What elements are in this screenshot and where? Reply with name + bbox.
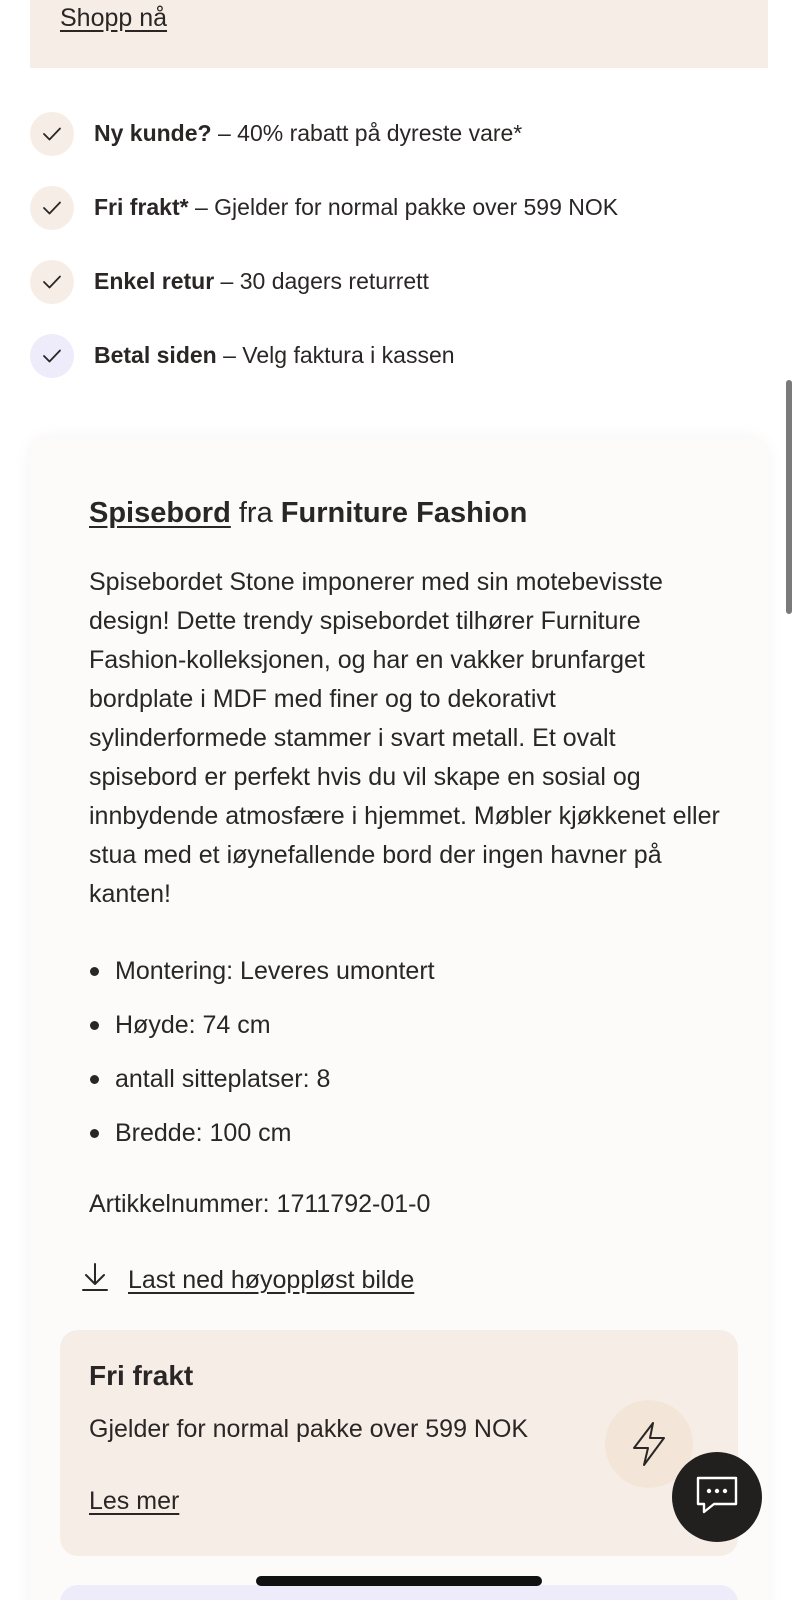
promo-banner bbox=[30, 0, 768, 68]
usp-title: Enkel retur bbox=[94, 268, 215, 294]
chat-button[interactable] bbox=[672, 1452, 762, 1542]
spec-item: Bredde: 100 cm bbox=[89, 1118, 689, 1172]
usp-list bbox=[30, 112, 770, 408]
shipping-text: Gjelder for normal pakke over 599 NOK bbox=[89, 1415, 529, 1443]
chat-bubble-icon bbox=[694, 1474, 740, 1521]
brand-name: Furniture Fashion bbox=[280, 497, 528, 529]
spec-list bbox=[89, 956, 689, 1172]
usp-text: – Gjelder for normal pakke over 599 NOK bbox=[188, 194, 619, 220]
shop-now-link[interactable]: Shopp nå bbox=[60, 4, 168, 32]
download-image-link[interactable] bbox=[82, 1262, 414, 1299]
category-link[interactable]: Spisebord bbox=[89, 497, 231, 529]
usp-title: Ny kunde? bbox=[94, 120, 212, 146]
check-icon bbox=[30, 186, 74, 230]
usp-text: – 40% rabatt på dyreste vare* bbox=[211, 120, 523, 146]
article-number: Artikkelnummer: 1711792-01-0 bbox=[89, 1190, 431, 1218]
usp-text: – Velg faktura i kassen bbox=[216, 342, 455, 368]
check-icon bbox=[30, 260, 74, 304]
spec-item: Montering: Leveres umontert bbox=[89, 956, 689, 1010]
shipping-title: Fri frakt bbox=[89, 1360, 194, 1391]
next-info-box bbox=[60, 1585, 738, 1600]
spec-item: Høyde: 74 cm bbox=[89, 1010, 689, 1064]
product-description: Spisebordet Stone imponerer med sin motebevisste design! Dette trendy spisebordet tilhører Furniture Fashion-kolleksjonen, og har en vakker brunfarget bordplate i MDF med finer og to dekorativt sylinderformede stammer i svart metall. Et ovalt spisebord er perfekt hvis du vil skape en sosial og innbydende atmosfære i hjemmet. Møbler kjøkkenet eller stua med et iøynefallende bord der ingen havner på kanten! bbox=[89, 568, 720, 908]
usp-text: – 30 dagers returrett bbox=[214, 268, 429, 294]
usp-item-free-shipping bbox=[30, 186, 770, 260]
download-label: Last ned høyoppløst bilde bbox=[128, 1266, 415, 1294]
home-indicator bbox=[256, 1576, 542, 1586]
check-icon bbox=[30, 334, 74, 378]
usp-item-new-customer bbox=[30, 112, 770, 186]
usp-title: Fri frakt* bbox=[94, 194, 189, 220]
read-more-link[interactable]: Les mer bbox=[89, 1487, 180, 1515]
free-shipping-box bbox=[60, 1330, 738, 1556]
usp-item-easy-return bbox=[30, 260, 770, 334]
check-icon bbox=[30, 112, 74, 156]
scrollbar[interactable] bbox=[786, 380, 792, 614]
spec-item: antall sitteplatser: 8 bbox=[89, 1064, 689, 1118]
download-arrow-icon bbox=[82, 1262, 108, 1299]
usp-item-pay-later bbox=[30, 334, 770, 408]
usp-title: Betal siden bbox=[94, 342, 217, 368]
from-word: fra bbox=[230, 497, 281, 529]
product-heading bbox=[89, 497, 527, 530]
